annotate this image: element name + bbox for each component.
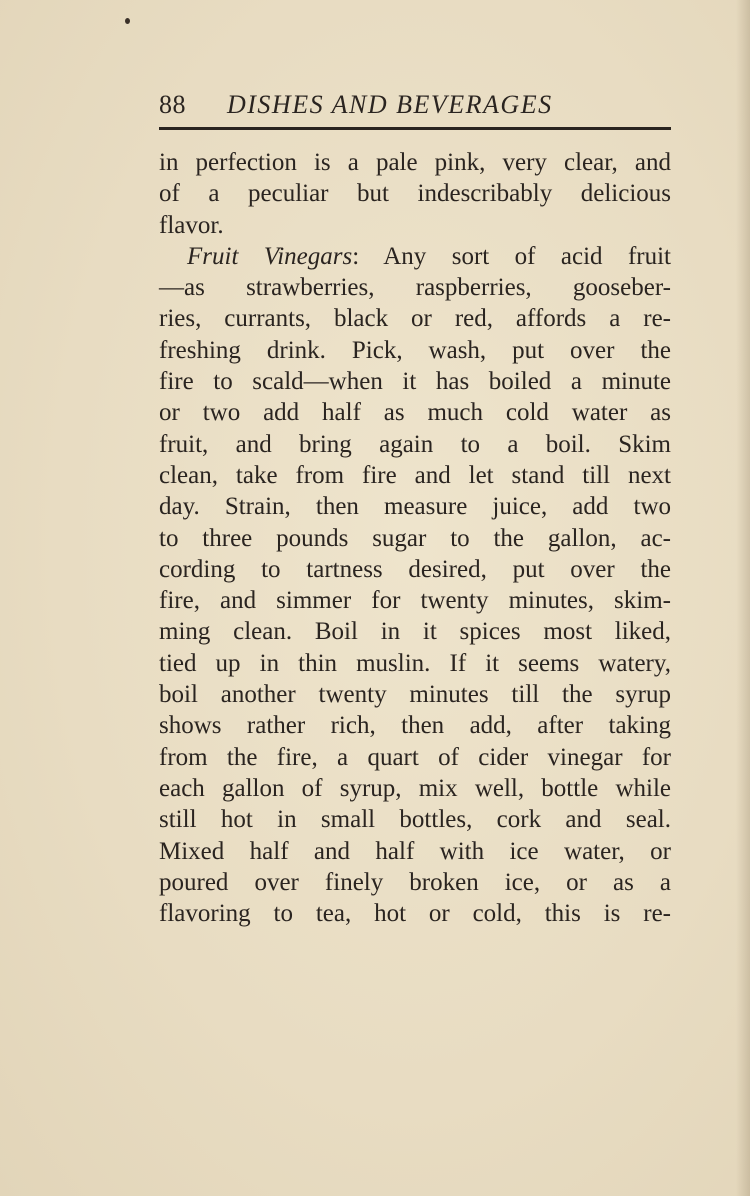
text-line: shows rather rich, then add, after taking: [159, 712, 671, 740]
body-text: [159, 147, 671, 929]
running-title: DISHES AND BEVERAGES: [227, 90, 553, 119]
text-line: boil another twenty minutes till the syrup: [159, 681, 671, 709]
text-line: cording to tartness desired, put over the: [159, 555, 671, 583]
page-edge-shadow: [736, 0, 750, 1196]
section-heading-rest: Any sort of acid fruit: [383, 242, 671, 270]
text-line: still hot in small bottles, cork and seal.: [159, 806, 671, 834]
section-heading-line: [159, 241, 671, 272]
text-line: fire to scald—when it has boiled a minute: [159, 368, 671, 396]
header-rule: [159, 127, 671, 130]
text-line: flavoring to tea, hot or cold, this is re-: [159, 900, 671, 928]
text-line: freshing drink. Pick, wash, put over the: [159, 336, 671, 364]
section-heading: Fruit Vinegars: [187, 242, 353, 270]
text-line: ries, currants, black or red, affords a re-: [159, 305, 671, 333]
text-line: fruit, and bring again to a boil. Skim: [159, 430, 671, 458]
text-line: —as strawberries, raspberries, gooseber-: [159, 274, 671, 302]
text-line: or two add half as much cold water as: [159, 399, 671, 427]
text-line: to three pounds sugar to the gallon, ac-: [159, 524, 671, 552]
text-line: poured over finely broken ice, or as a: [159, 868, 671, 896]
text-line: of a peculiar but indescribably delicious: [159, 180, 671, 208]
page-number: 88: [159, 90, 186, 119]
text-line: Mixed half and half with ice water, or: [159, 837, 671, 865]
text-line: fire, and simmer for twenty minutes, skim-: [159, 587, 671, 615]
text-line: clean, take from fire and let stand till next: [159, 461, 671, 489]
section-heading-punct: :: [352, 242, 360, 270]
ink-speck: [125, 18, 130, 24]
text-line: each gallon of syrup, mix well, bottle while: [159, 774, 671, 802]
text-line: in perfection is a pale pink, very clear, and: [159, 149, 671, 176]
text-line: from the fire, a quart of cider vinegar for: [159, 743, 671, 771]
text-line: tied up in thin muslin. If it seems watery,: [159, 649, 671, 677]
running-header: [159, 90, 671, 122]
text-line: ming clean. Boil in it spices most liked,: [159, 618, 671, 646]
text-line: day. Strain, then measure juice, add two: [159, 493, 671, 521]
text-line: flavor.: [159, 211, 224, 239]
